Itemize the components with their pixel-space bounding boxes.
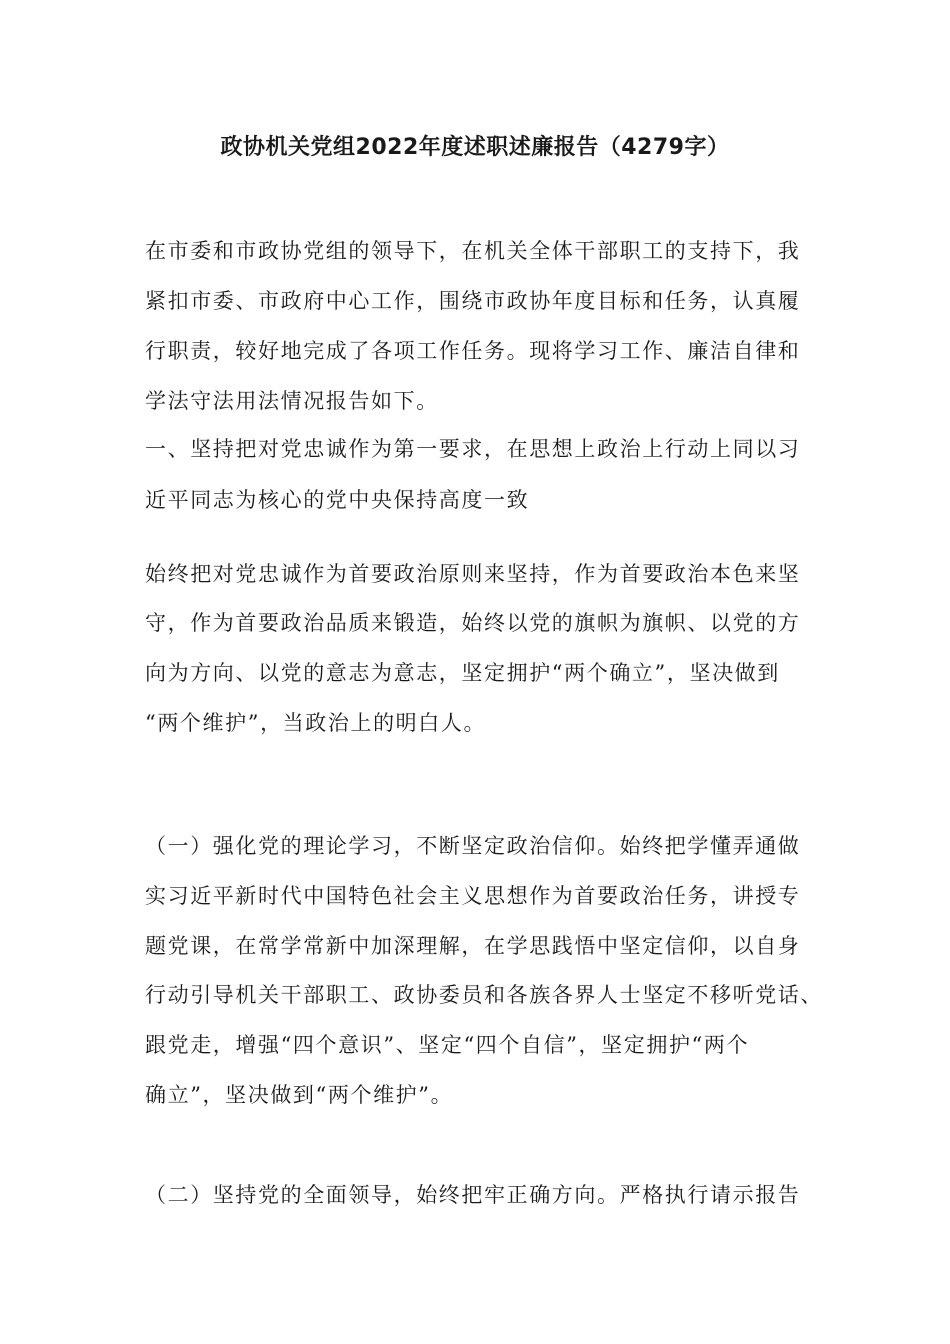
paragraph-line: 学法守法用法情况报告如下。 (145, 389, 439, 413)
paragraph-line: 确立”，坚决做到“两个维护”。 (145, 1083, 454, 1107)
paragraph-line: 守，作为首要政治品质来锻造，始终以党的旗帜为旗帜、以党的方 (145, 611, 801, 635)
paragraph-line: 在市委和市政协党组的领导下，在机关全体干部职工的支持下，我 (145, 239, 801, 263)
paragraph-line: 紧扣市委、市政府中心工作，围绕市政协年度目标和任务，认真履 (145, 289, 801, 313)
paragraph-line: 跟党走，增强“四个意识”、坚定“四个自信”，坚定拥护“两个 (145, 1033, 750, 1057)
paragraph-line: “两个维护”，当政治上的明白人。 (145, 711, 487, 735)
paragraph-line: （二）坚持党的全面领导，始终把牢正确方向。严格执行请示报告 (145, 1183, 801, 1207)
section-heading-line: 一、坚持把对党忠诚作为第一要求，在思想上政治上行动上同以习 (145, 437, 801, 461)
paragraph-line: （一）强化党的理论学习，不断坚定政治信仰。始终把学懂弄通做 (145, 834, 801, 858)
section-heading-line: 近平同志为核心的党中央保持高度一致 (145, 488, 530, 512)
paragraph-line: 向为方向、以党的意志为意志，坚定拥护“两个确立”，坚决做到 (145, 661, 780, 685)
paragraph-line: 始终把对党忠诚作为首要政治原则来坚持，作为首要政治本色来坚 (145, 562, 801, 586)
paragraph-line: 行动引导机关干部职工、政协委员和各族各界人士坚定不移听党话、 (145, 983, 823, 1007)
paragraph-line: 行职责，较好地完成了各项工作任务。现将学习工作、廉洁自律和 (145, 339, 801, 363)
document-title: 政协机关党组2022年度述职述廉报告（4279字） (220, 135, 730, 160)
paragraph-line: 题党课，在常学常新中加深理解，在学思践悟中坚定信仰，以自身 (145, 934, 801, 958)
paragraph-line: 实习近平新时代中国特色社会主义思想作为首要政治任务，讲授专 (145, 884, 801, 908)
